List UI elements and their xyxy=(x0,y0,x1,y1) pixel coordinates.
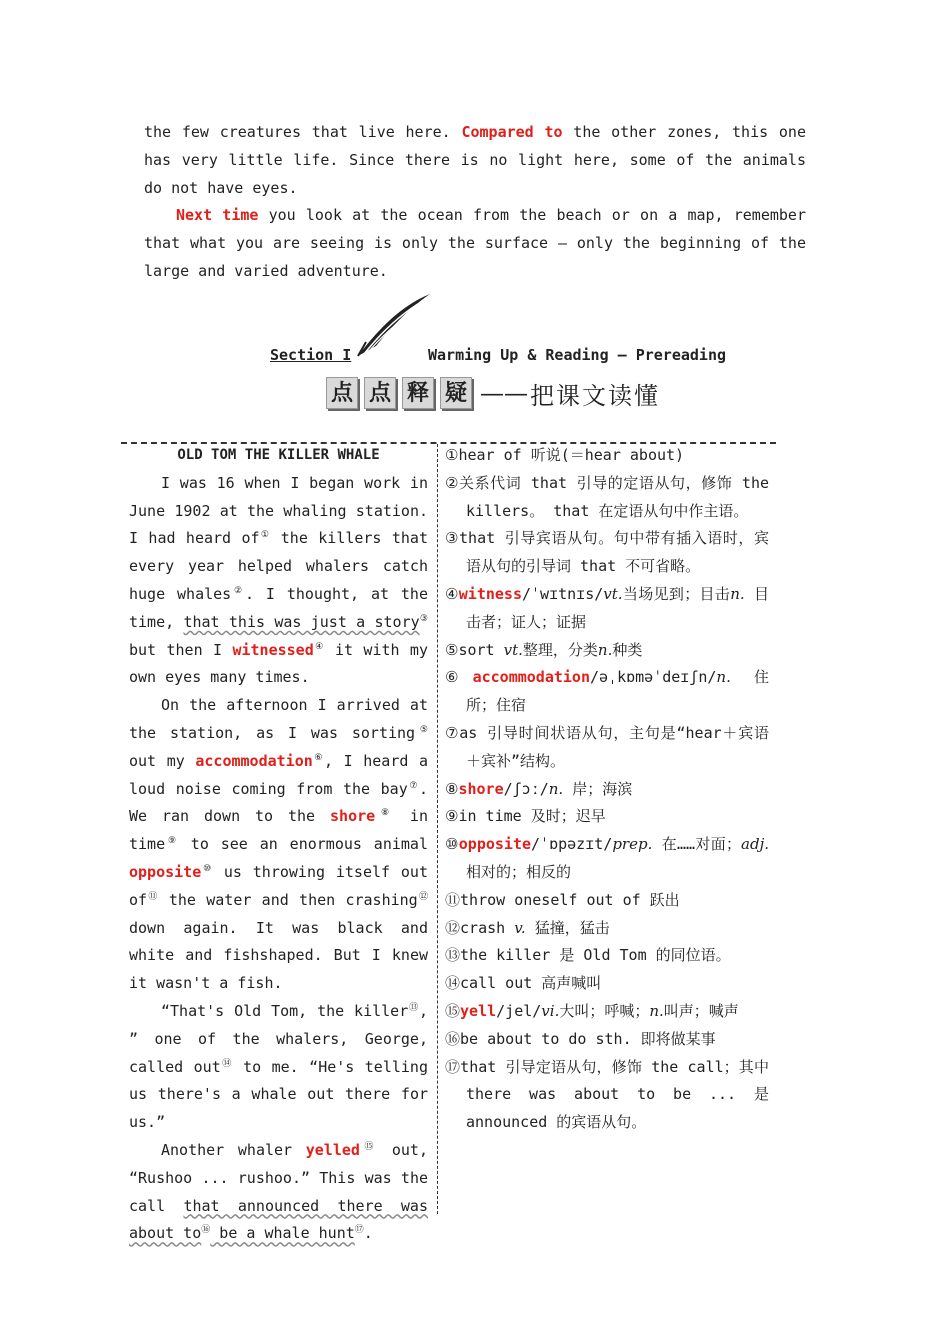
passage-column xyxy=(129,442,428,1248)
intro-paragraph-1: the few creatures that live here. Compared to the other zones, this one has very little life. Since there is no light here, some of the animals do not have eyes. xyxy=(144,123,806,197)
passage-title: OLD TOM THE KILLER WHALE xyxy=(177,447,380,463)
note-item: ⑧shore/ʃɔː/n. 岸；海滨 xyxy=(445,779,633,798)
note-item: ⑥accommodation/əˌkɒməˈdeɪʃn/n. 住所；住宿 xyxy=(445,668,770,715)
note-item: ⑯be about to do sth. 即将做某事 xyxy=(445,1029,716,1048)
note-item: ⑩opposite/ˈɒpəzɪt/prep. 在……对面；adj.相对的；相反的 xyxy=(445,835,770,881)
note-item: ⑪throw oneself out of 跃出 xyxy=(445,890,680,909)
note-item: ⑤sort vt.整理，分类n.种类 xyxy=(445,640,643,659)
note-item: ⑫crash v. 猛撞，猛击 xyxy=(445,918,610,937)
banner-char: 点 xyxy=(326,377,358,409)
banner-subtitle: 把课文读懂 xyxy=(530,381,660,410)
note-item: ⑬the killer 是 Old Tom 的同位语。 xyxy=(445,946,731,965)
banner-char: 点 xyxy=(364,377,396,409)
passage-paragraph-4: Another whaler yelled⑮ out, “Rushoo ... rushoo.” This was the call that announced there was about to⑯ be a whale hunt⑰. xyxy=(129,1140,428,1243)
note-item: ①hear of 听说(＝hear about) xyxy=(445,446,685,464)
banner-char: 释 xyxy=(402,377,434,409)
passage-paragraph-1: I was 16 when I began work in June 1902 at the whaling station. I had heard of① the killers that every year helped whalers catch huge whales②. I thought, at the time, that this was just a story③ but then I witnessed④ it with my own eyes many times. xyxy=(129,473,428,687)
column-divider xyxy=(437,444,438,1214)
passage-paragraph-2: On the afternoon I arrived at the station, as I was sorting⑤ out my accommodation⑥, I heard a loud noise coming from the bay⑦. We ran down to the shore⑧ in time⑨ to see an enormous animal opposite⑩ us throwing itself out of⑪ the water and then crashing⑫ down again. It was black and white and fishshaped. But I knew it wasn't a fish. xyxy=(129,696,429,993)
intro-text xyxy=(144,119,806,286)
note-item: ②关系代词 that 引导的定语从句，修饰 the killers。 that 在定语从句中作主语。 xyxy=(445,473,770,520)
intro-paragraph-2: Next time you look at the ocean from the beach or on a map, remember that what you are seeing is only the surface — only the beginning of the large and varied adventure. xyxy=(144,206,806,280)
note-item: ⑦as 引导时间状语从句，主句是“hear＋宾语＋宾补”结构。 xyxy=(445,723,769,770)
vocab-word: yelled xyxy=(305,1140,360,1159)
note-item: ④witness/ˈwɪtnɪs/vt.当场见到；目击n. 目击者；证人；证据 xyxy=(445,584,769,631)
note-item: ③that 引导宾语从句。句中带有插入语时，宾语从句的引导词 that 不可省略。 xyxy=(445,529,770,576)
banner xyxy=(326,376,660,410)
vocab-word: shore xyxy=(330,807,376,826)
note-item: ⑮yell/jel/vi.大叫；呼喊；n.叫声；喊声 xyxy=(445,1001,739,1020)
notes-column xyxy=(445,442,769,1137)
section-title: Warming Up & Reading — Prereading xyxy=(428,346,727,364)
note-item: ⑨in time 及时；迟早 xyxy=(445,807,606,826)
vocab-word: accommodation xyxy=(195,751,313,770)
banner-dash: —— xyxy=(480,379,528,407)
section-label: Section I xyxy=(270,346,352,364)
note-item: ⑭call out 高声喊叫 xyxy=(445,974,602,993)
key-phrase: Next time xyxy=(176,206,259,225)
quill-logo-icon xyxy=(356,292,432,358)
banner-char: 疑 xyxy=(440,377,472,409)
key-phrase: Compared to xyxy=(461,123,563,141)
passage-paragraph-3: “That's Old Tom, the killer⑬, ” one of the whalers, George, called out⑭ to me. “He's telling us there's a whale out there for us.” xyxy=(129,1001,428,1132)
vocab-word: opposite xyxy=(129,862,202,881)
note-item: ⑰that 引导定语从句，修饰 the call；其中 there was about to be ... 是 announced 的宾语从句。 xyxy=(445,1057,769,1132)
vocab-word: witnessed xyxy=(232,640,314,659)
